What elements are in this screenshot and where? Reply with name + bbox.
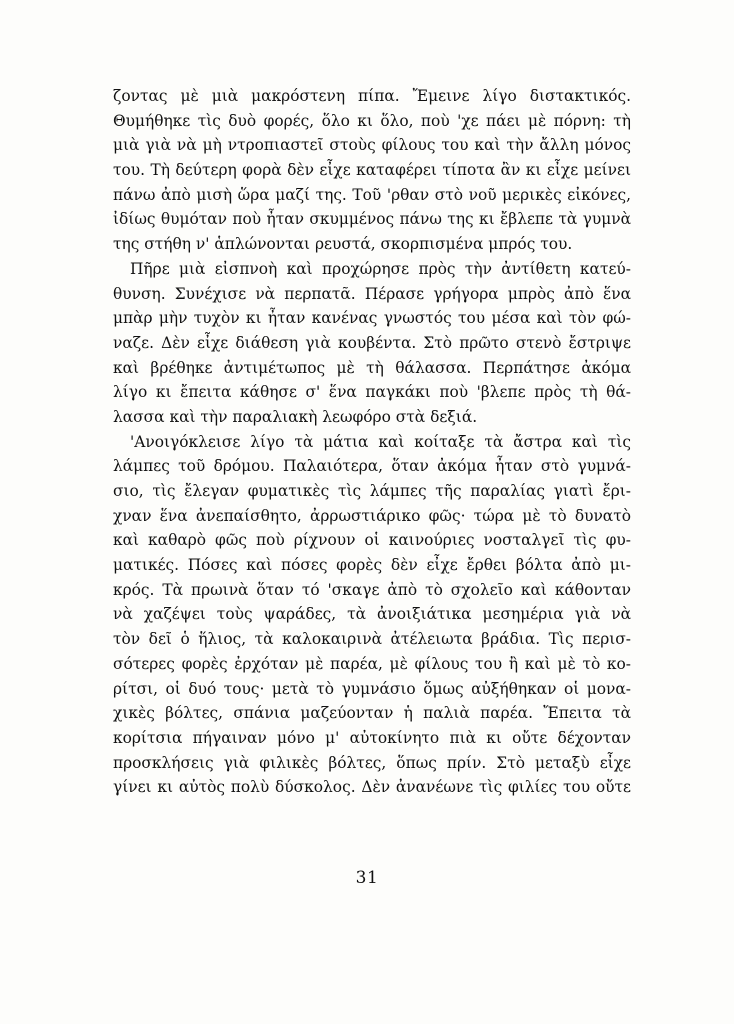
text-line: ναζε. Δὲν εἶχε διάθεση γιὰ κουβέντα. Στὸ πρῶτο στενὸ ἔστριψε <box>113 333 631 352</box>
text-line: προσκλήσεις γιὰ φιλικὲς βόλτες, ὅπως πρίν. Στὸ μεταξὺ εἶχε <box>113 753 631 772</box>
text-line: γίνει κι αὐτὸς πολὺ δύσκολος. Δὲν ἀνανέωνε τὶς φιλίες του οὔτε <box>113 778 631 797</box>
text-line: λίγο κι ἔπειτα κάθησε σ' ἕνα παγκάκι ποὺ 'βλεπε πρὸς τὴ θά- <box>113 383 631 402</box>
text-line: σιο, τὶς ἔλεγαν φυματικὲς τὶς λάμπες τῆς παραλίας γιατὶ ἔρι- <box>113 482 631 500</box>
paragraph-start-line: 'Ανοιγόκλεισε λίγο τὰ μάτια καὶ κοίταξε τὰ ἄστρα καὶ τὶς <box>130 432 631 451</box>
text-line: καὶ βρέθηκε ἀντιμέτωπος μὲ τὴ θάλασσα. Περπάτησε ἀκόμα <box>113 358 631 377</box>
text-line: μιὰ γιὰ νὰ μὴ ντροπιαστεῖ στοὺς φίλους του καὶ τὴν ἄλλη μόνος <box>113 136 631 155</box>
page-body-text <box>113 84 631 800</box>
text-line: του. Τὴ δεύτερη φορὰ δὲν εἶχε καταφέρει τίποτα ἂν κι εἶχε μείνει <box>113 161 631 180</box>
text-line: καὶ καθαρὸ φῶς ποὺ ρίχνουν οἱ καινούριες νοσταλγεῖ τὶς φυ- <box>113 531 631 550</box>
text-line: νὰ χαζέψει τοὺς ψαράδες, τὰ ἀνοιξιάτικα μεσημέρια γιὰ νὰ <box>113 605 631 624</box>
text-line: πάνω ἀπὸ μισὴ ὥρα μαζί της. Τοῦ 'ρθαν στὸ νοῦ μερικὲς εἰκόνες, <box>113 185 631 204</box>
text-line: κρός. Τὰ πρωινὰ ὅταν τό 'σκαγε ἀπὸ τὸ σχολεῖο καὶ κάθονταν <box>113 580 631 599</box>
page-number: 31 <box>355 868 379 888</box>
paragraph-start-line: Πῆρε μιὰ εἰσπνοὴ καὶ προχώρησε πρὸς τὴν ἀντίθετη κατεύ- <box>130 259 631 278</box>
text-line: ζοντας μὲ μιὰ μακρόστενη πίπα. Ἔμεινε λίγο διστακτικός. <box>113 87 631 105</box>
text-line: λασσα καὶ τὴν παραλιακὴ λεωφόρο στὰ δεξιά. <box>113 407 478 426</box>
text-line: σότερες φορὲς ἐρχόταν μὲ παρέα, μὲ φίλους του ἢ καὶ μὲ τὸ κο- <box>113 654 631 673</box>
text-line: μπὰρ μὴν τυχὸν κι ἦταν κανένας γνωστός του μέσα καὶ τὸν φώ- <box>113 309 631 328</box>
text-line: Θυμήθηκε τὶς δυὸ φορές, ὅλο κι ὅλο, ποὺ 'χε πάει μὲ πόρνη: τὴ <box>113 111 631 130</box>
text-line: θυνση. Συνέχισε νὰ περπατᾶ. Πέρασε γρήγορα μπρὸς ἀπὸ ἕνα <box>113 284 631 303</box>
text-line: ρίτσι, οἱ δυό τους· μετὰ τὸ γυμνάσιο ὅμως αὐξήθηκαν οἱ μονα- <box>113 679 631 698</box>
text-line: κορίτσια πήγαιναν μόνο μ' αὐτοκίνητο πιὰ κι οὔτε δέχονταν <box>113 728 631 747</box>
text-line: χναν ἕνα ἀνεπαίσθητο, ἀρρωστιάρικο φῶς· τώρα μὲ τὸ δυνατὸ <box>113 506 631 525</box>
text-line: χικὲς βόλτες, σπάνια μαζεύονταν ἡ παλιὰ παρέα. Ἔπειτα τὰ <box>113 704 631 723</box>
text-line: ἰδίως θυμόταν ποὺ ἦταν σκυμμένος πάνω της κι ἔβλεπε τὰ γυμνὰ <box>113 210 631 229</box>
text-line: της στήθη ν' ἁπλώνονται ρευστά, σκορπισμένα μπρός του. <box>113 235 573 254</box>
text-line: λάμπες τοῦ δρόμου. Παλαιότερα, ὅταν ἀκόμα ἦταν στὸ γυμνά- <box>113 457 631 476</box>
text-line: τὸν δεῖ ὁ ἥλιος, τὰ καλοκαιρινὰ ἀτέλειωτα βράδια. Τὶς περισ- <box>113 630 631 649</box>
text-line: ματικές. Πόσες καὶ πόσες φορὲς δὲν εἶχε ἔρθει βόλτα ἀπὸ μι- <box>113 556 631 575</box>
